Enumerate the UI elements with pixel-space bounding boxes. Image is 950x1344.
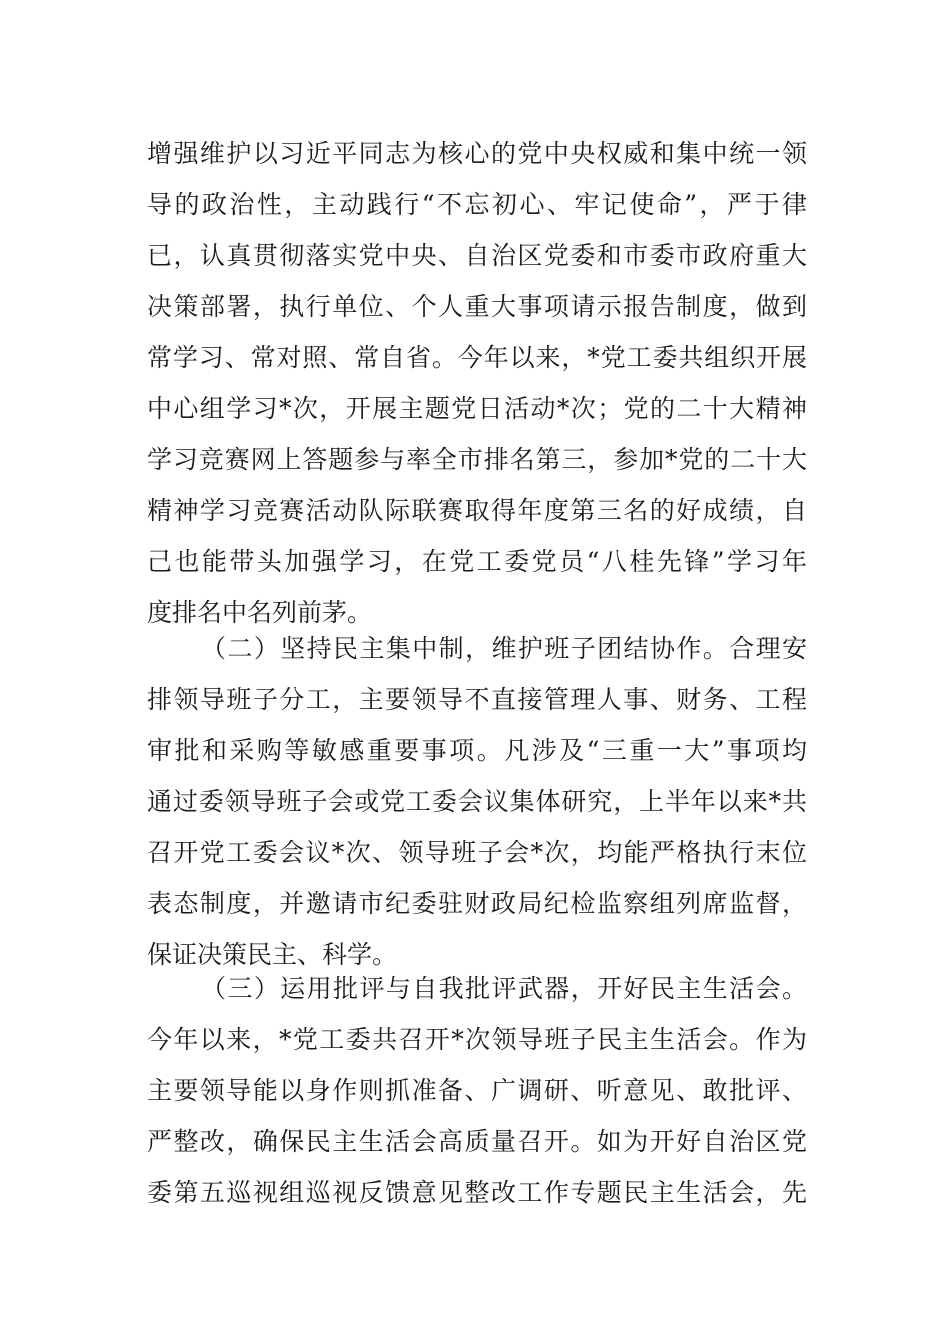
paragraph-line: 精神学习竞赛活动队际联赛取得年度第三名的好成绩，自 [147,496,807,525]
paragraph-line: 常学习、常对照、常自省。今年以来，*党工委共组织开展 [147,343,807,372]
paragraph-line: 今年以来，*党工委共召开*次领导班子民主生活会。作为 [147,1025,807,1054]
paragraph-line: 表态制度，并邀请市纪委驻财政局纪检监察组列席监督， [147,889,807,918]
paragraph-line: 导的政治性，主动践行“不忘初心、牢记使命”，严于律 [147,190,807,219]
paragraph-line: 度排名中名列前茅。 [147,598,373,627]
paragraph-line: 中心组学习*次，开展主题党日活动*次；党的二十大精神 [147,394,807,423]
paragraph-line: 审批和采购等敏感重要事项。凡涉及“三重一大”事项均 [147,736,807,765]
paragraph-line: 严整改，确保民主生活会高质量召开。如为开好自治区党 [147,1127,807,1156]
paragraph-heading-line: （二）坚持民主集中制，维护班子团结协作。合理安 [201,634,807,663]
paragraph-heading-line: （三）运用批评与自我批评武器，开好民主生活会。 [201,974,807,1003]
paragraph-line: 主要领导能以身作则抓准备、广调研、听意见、敢批评、 [147,1076,807,1105]
paragraph-line: 增强维护以习近平同志为核心的党中央权威和集中统一领 [147,139,807,168]
paragraph-2 [147,623,807,980]
paragraph-line: 己也能带头加强学习，在党工委党员“八桂先锋”学习年 [147,547,807,576]
paragraph-3 [147,963,807,1218]
paragraph-line: 决策部署，执行单位、个人重大事项请示报告制度，做到 [147,292,807,321]
paragraph-line: 委第五巡视组巡视反馈意见整改工作专题民主生活会，先 [147,1178,807,1207]
paragraph-line: 保证决策民主、科学。 [147,940,398,969]
paragraph-line: 已，认真贯彻落实党中央、自治区党委和市委市政府重大 [147,241,807,270]
paragraph-line: 排领导班子分工，主要领导不直接管理人事、财务、工程 [147,685,807,714]
paragraph-1 [147,128,807,638]
paragraph-line: 通过委领导班子会或党工委会议集体研究，上半年以来*共 [147,787,807,816]
paragraph-line: 学习竞赛网上答题参与率全市排名第三，参加*党的二十大 [147,445,807,474]
paragraph-line: 召开党工委会议*次、领导班子会*次，均能严格执行末位 [147,838,807,867]
